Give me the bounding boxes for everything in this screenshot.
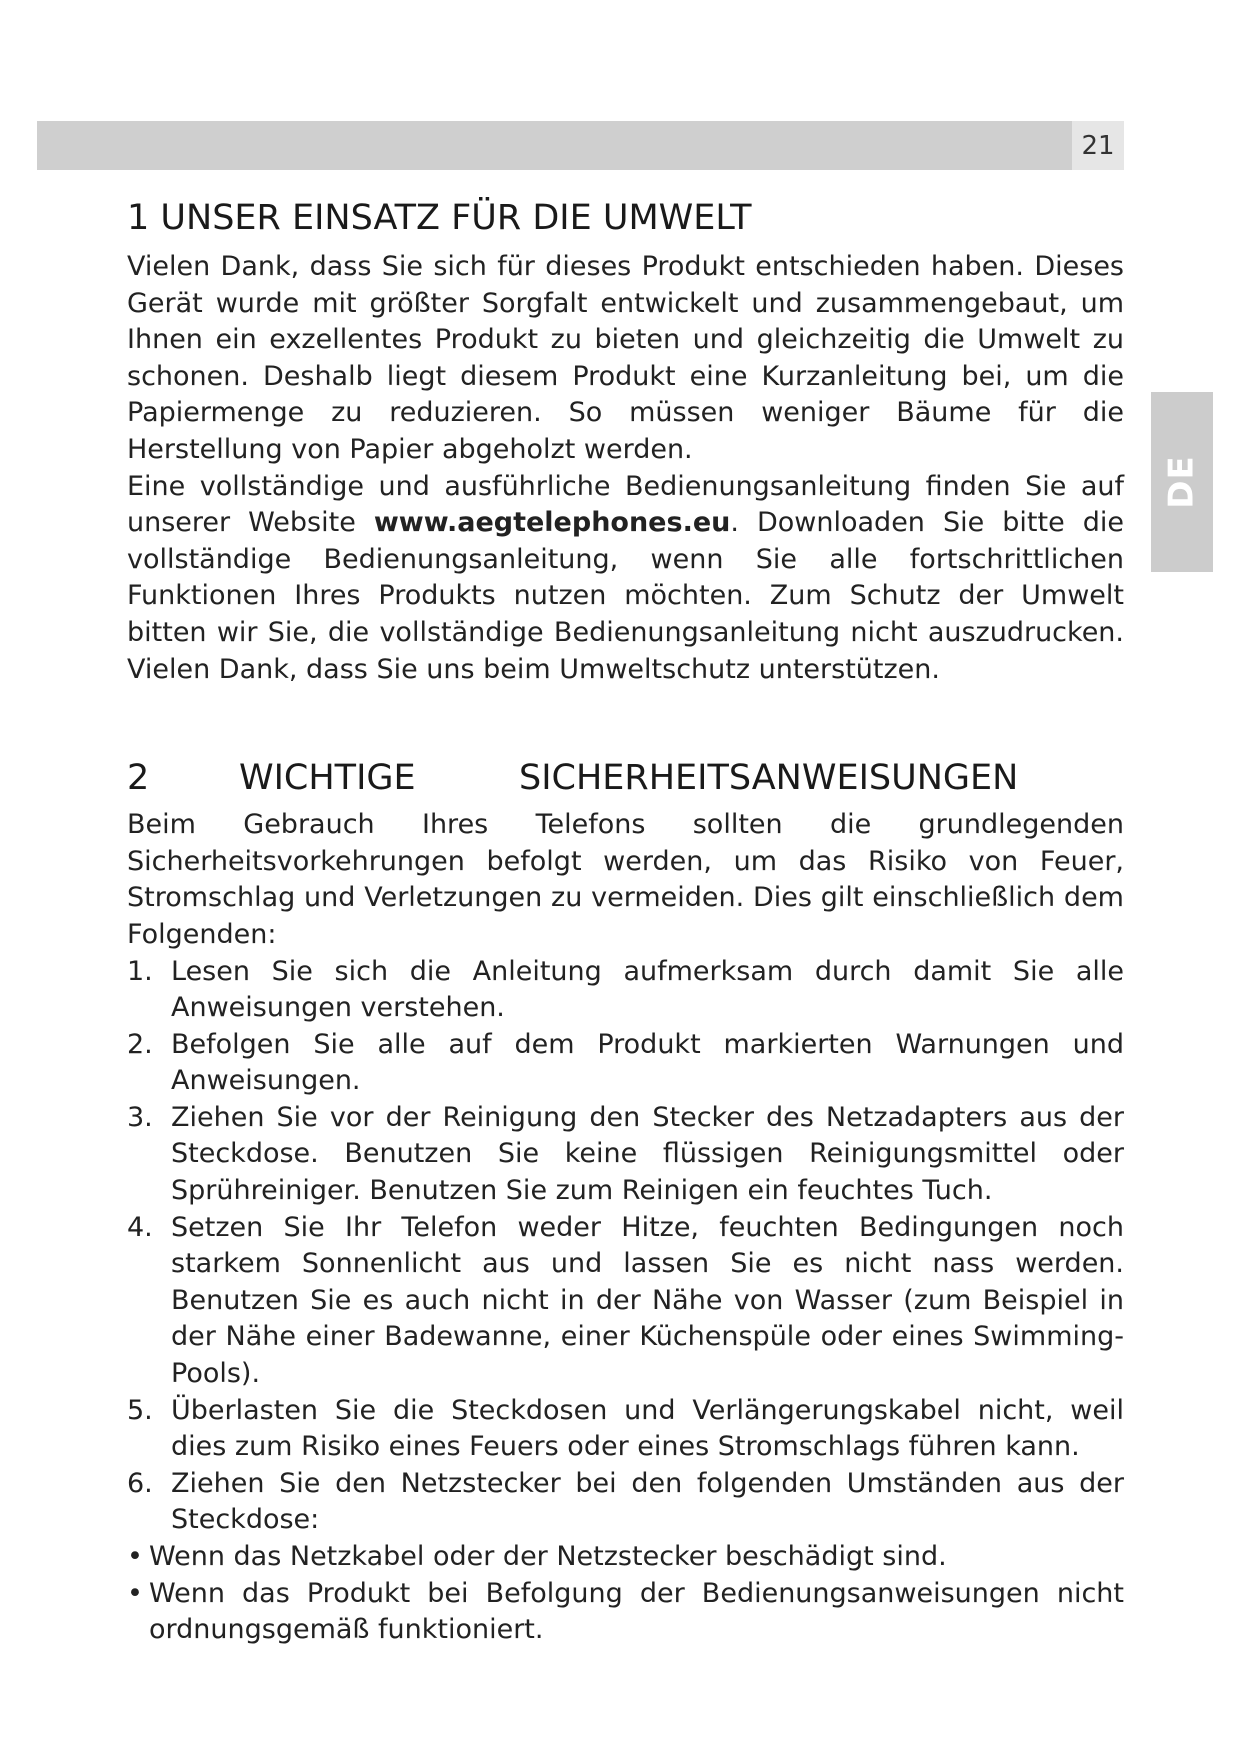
- list-item: [127, 954, 1124, 1027]
- list-item: [127, 1393, 1124, 1466]
- safety-instructions-list: [127, 954, 1124, 1540]
- list-item: [127, 1027, 1124, 1100]
- list-item: [127, 1210, 1124, 1393]
- section-2-intro: Beim Gebrauch Ihres Telefons sollten die grundlegenden Sicherheitsvorkehrungen befolgt werden, um das Risiko von Feuer, Stromschlag und Verletzungen zu vermeiden. Dies gilt einschließlich dem Folgenden:: [127, 809, 1124, 950]
- list-item: [127, 1466, 1124, 1539]
- bullet-mark: •: [127, 1577, 143, 1609]
- section-1-title: 1 UNSER EINSATZ FÜR DIE UMWELT: [127, 198, 752, 238]
- list-item-text: Setzen Sie Ihr Telefon weder Hitze, feuchten Bedingungen noch starkem Sonnenlicht aus und lassen Sie es nicht nass werden. Benutzen Sie es auch nicht in der Nähe von Wasser (zum Beispiel in der Nähe einer Badewanne, einer Küchenspüle oder eines Swimming-Pools).: [171, 1211, 1124, 1390]
- section-2-title: [127, 754, 1124, 807]
- section-2-number: 2: [127, 758, 150, 799]
- section-2-title-word-2: SICHERHEITSANWEISUNGEN: [519, 758, 1019, 799]
- bullet-mark: •: [127, 1541, 143, 1572]
- bullet-text: Wenn das Produkt bei Befolgung der Bedienungsanweisungen nicht ordnungsgemäß funktioniert.: [149, 1577, 1124, 1646]
- paragraph-2-text-after: . Downloaden Sie bitte die vollständige Bedienungsanleitung, wenn Sie alle fortschrittlichen Funktionen Ihres Produkts nutzen möchten. Zum Schutz der Umwelt bitten wir Sie, die vollständige Bedienungsanleitung nicht auszudrucken. Vielen Dank, dass Sie uns beim Umweltschutz unterstützen.: [127, 507, 1124, 685]
- list-item-number: 6.: [127, 1467, 153, 1499]
- bullet-item: [127, 1576, 1124, 1649]
- unplug-conditions-list: [127, 1539, 1124, 1649]
- bullet-text: Wenn das Netzkabel oder der Netzstecker beschädigt sind.: [149, 1541, 947, 1572]
- section-2-title-word-1: WICHTIGE: [239, 758, 416, 799]
- section-1-paragraph-1: Vielen Dank, dass Sie sich für dieses Produkt entschieden haben. Dieses Gerät wurde mit größter Sorgfalt entwickelt und zusammengebaut, um Ihnen ein exzellentes Produkt zu bieten und gleichzeitig die Umwelt zu schonen. Deshalb liegt diesem Produkt eine Kurzanleitung bei, um die Papiermenge zu reduzieren. So müssen weniger Bäume für die Herstellung von Papier abgeholzt werden.: [127, 251, 1124, 465]
- website-link[interactable]: www.aegtelephones.eu: [373, 507, 731, 539]
- list-item-number: 3.: [127, 1101, 153, 1133]
- list-item-number: 5.: [127, 1394, 153, 1426]
- list-item-number: 1.: [127, 955, 153, 987]
- list-item-text: Ziehen Sie vor der Reinigung den Stecker des Netzadapters aus der Steckdose. Benutzen Sie keine flüssigen Reinigungsmittel oder Sprühreiniger. Benutzen Sie zum Reinigen ein feuchtes Tuch.: [171, 1101, 1124, 1207]
- bullet-item: [127, 1539, 1124, 1576]
- section-1-paragraph-2: [127, 469, 1124, 689]
- list-item-text: Lesen Sie sich die Anleitung aufmerksam durch damit Sie alle Anweisungen verstehen.: [171, 955, 1124, 1024]
- list-item-text: Überlasten Sie die Steckdosen und Verlängerungskabel nicht, weil dies zum Risiko eines Feuers oder eines Stromschlags führen kann.: [171, 1394, 1124, 1463]
- header-bar: [37, 121, 1072, 170]
- list-item-text: Befolgen Sie alle auf dem Produkt markierten Warnungen und Anweisungen.: [171, 1028, 1124, 1097]
- page-number: 21: [1072, 121, 1124, 170]
- list-item-number: 4.: [127, 1211, 153, 1243]
- document-body: [127, 194, 1124, 1649]
- list-item-text: Ziehen Sie den Netzstecker bei den folgenden Umständen aus der Steckdose:: [171, 1467, 1124, 1536]
- list-item-number: 2.: [127, 1028, 153, 1060]
- paragraph-2-text-before: Eine vollständige und ausführliche Bedienungsanleitung finden Sie auf unserer Website: [127, 470, 1124, 539]
- language-tab: [1151, 392, 1213, 572]
- list-item: [127, 1100, 1124, 1210]
- language-tab-label: DE: [1161, 455, 1202, 509]
